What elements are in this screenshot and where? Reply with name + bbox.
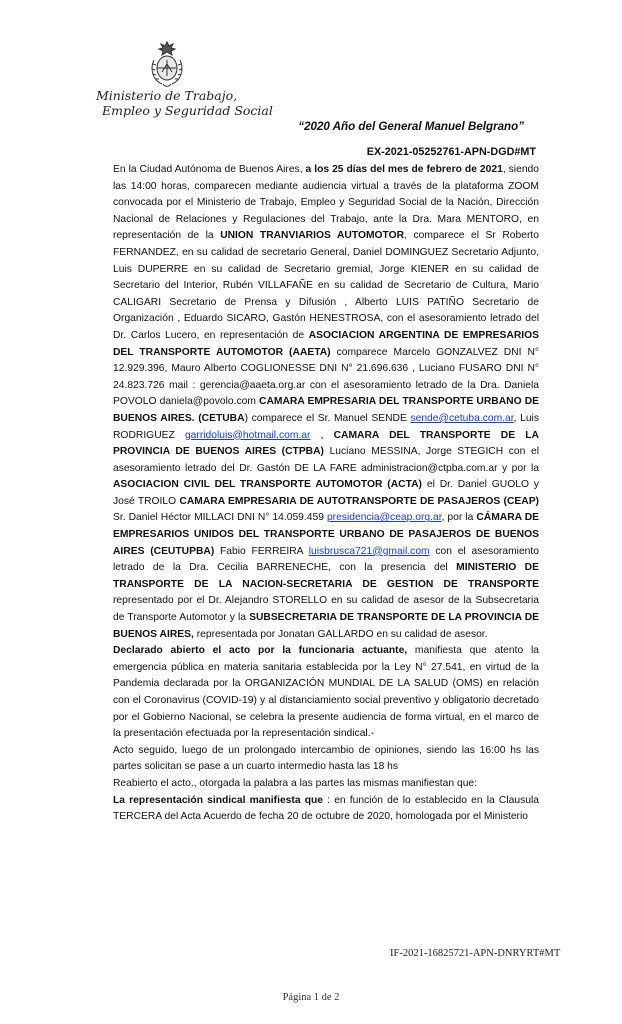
body-text-run: Luciano MESSINA, Jorge STEGICH con el asesoramiento letrado del Dr. Gastón DE LA FARE administracion@ctpba.com.ar y por la	[113, 446, 539, 474]
body-paragraph	[113, 643, 539, 743]
body-paragraph	[113, 793, 539, 826]
ministry-name	[96, 88, 296, 118]
bold-text: SUBSECRETARIA DE TRANSPORTE DE LA PROVINCIA DE BUENOS AIRES,	[113, 612, 539, 640]
document-body	[113, 162, 539, 826]
bold-text: ASOCIACION CIVIL DEL TRANSPORTE AUTOMOTOR (ACTA)	[113, 479, 422, 491]
ministry-line-2: Empleo y Seguridad Social	[102, 103, 273, 118]
bold-text: a los 25 días del mes de febrero de 2021	[305, 164, 503, 175]
email-link[interactable]: garridoluis@hotmail.com.ar	[184, 429, 311, 441]
bold-text: ASOCIACION ARGENTINA DE EMPRESARIOS DEL TRANSPORTE AUTOMOTOR (AAETA)	[113, 329, 539, 358]
year-motto: “2020 Año del General Manuel Belgrano”	[298, 120, 524, 133]
email-link[interactable]: luisbrusca721@gmail.com	[308, 545, 430, 557]
bold-text: CÁMARA DE EMPRESARIOS UNIDOS DEL TRANSPORTE URBANO DE PASAJEROS DE BUENOS AIRES (CEUTUPBA)	[113, 512, 540, 557]
body-text-run: , comparece el Sr Roberto FERNANDEZ, en su calidad de secretario General, Daniel DOMINGUEZ Secretario Adjunto, Luis DUPERRE en su calidad de Secretario gremial, Jorge KIENER en su calidad de Secretario del Interior, Rubén VILLAFAÑE en su calidad de Secretario de Cultura, Mario CALIGARI Secretario de Prensa y Difusión , Alberto LUIS PATIÑO Secretario de Organización , Eduardo SICARO, Gastón HENESTROSA, con el asesoramiento letrado del Dr. Carlos Lucero, en representación de	[113, 230, 540, 341]
document-id: IF-2021-16825721-APN-DNRYRT#MT	[390, 948, 561, 959]
body-text-run: , Luis RODRIGUEZ	[113, 412, 539, 441]
body-text-run: el Dr. Daniel GUOLO y José TROILO	[113, 479, 539, 507]
email-link[interactable]: sende@cetuba.com.ar	[410, 412, 514, 424]
body-text-run: Acto seguido, luego de un prolongado intercambio de opiniones, siendo las 16:00 hs las partes solicitan se pase a un cuarto intermedio hasta las 18 hs	[113, 744, 539, 773]
body-text-run: ) comparece el Sr. Manuel SENDE	[244, 412, 411, 424]
ministry-line-1: Ministerio de Trabajo,	[96, 88, 238, 103]
body-text-run: , siendo las 14:00 horas, comparecen mediante audiencia virtual a través de la plataforma ZOOM convocada por el Ministerio de Trabajo, Empleo y Seguridad Social de la Nación, Dirección Nacional de Relaciones y Regulaciones del Trabajo, ante la Dra. Mara MENTORO, en representación de la	[113, 164, 540, 242]
body-text-run: con el asesoramiento letrado de la Dra. Cecilia BARRENECHE, con la presencia del	[113, 545, 539, 574]
body-text-run: Fabio FERREIRA	[214, 545, 309, 557]
bold-text: UNION TRANVIARIOS AUTOMOTOR	[220, 230, 405, 242]
body-paragraph	[113, 743, 539, 776]
email-link[interactable]: presidencia@ceap.org.ar	[326, 512, 442, 524]
bold-text: CAMARA EMPRESARIA DEL TRANSPORTE URBANO DE BUENOS AIRES. (CETUBA	[113, 396, 539, 424]
body-text-run: comparece Marcelo GONZALVEZ DNI N° 12.929.396, Mauro Alberto COGLIONESSE DNI N° 21.696.636 , Luciano FUSARO DNI N° 24.823.726 mail : gerencia@aaeta.org.ar con el asesoramiento letrado de la Dra. Daniela POVOLO daniela@povolo.com	[113, 346, 539, 408]
page-number: Página 1 de 2	[282, 992, 340, 1003]
bold-text: CAMARA EMPRESARIA DE AUTOTRANSPORTE DE PASAJEROS (CEAP)	[179, 495, 539, 507]
body-text-run: , por la	[441, 512, 477, 524]
coat-of-arms-icon	[148, 38, 186, 90]
body-text-run: Sr. Daniel Héctor MILLACI DNI N° 14.059.459	[113, 512, 327, 524]
bold-text: CAMARA DEL TRANSPORTE DE LA PROVINCIA DE BUENOS AIRES (CTPBA)	[113, 429, 539, 458]
body-text-run: : en función de lo establecido en la Clausula TERCERA del Acta Acuerdo de fecha 20 de octubre de 2020, homologada por el Ministerio	[113, 794, 539, 823]
body-paragraph	[113, 776, 539, 793]
expediente-number: EX-2021-05252761-APN-DGD#MT	[366, 146, 536, 158]
body-text-run: ,	[310, 429, 334, 441]
bold-text: Declarado abierto el acto por la funcionaria actuante,	[113, 645, 408, 657]
body-paragraph	[113, 162, 539, 643]
bold-text: MINISTERIO DE TRANSPORTE DE LA NACION-SECRETARIA DE GESTION DE TRANSPORTE	[113, 562, 539, 590]
body-text-run: Reabierto el acto., otorgada la palabra a las partes las mismas manifiestan que:	[113, 777, 478, 789]
body-text-run: manifiesta que atento la emergencia pública en materia sanitaria establecida por la Ley N° 27.541, en virtud de la Pandemia declarada por la ORGANIZACIÓN MUNDIAL DE LA SALUD (OMS) en relación con el Coronavirus (COVID-19) y al distanciamiento social preventivo y obligatorio decretado por el Gobierno Nacional, se celebra la presente audiencia de forma virtual, en el marco de la presentación efectuada por la representación sindical.-	[113, 645, 539, 740]
body-text-run: representado por el Dr. Alejandro STORELLO en su calidad de asesor de la Subsecretaria de Transporte Automotor y la	[113, 595, 539, 624]
body-text-run: En la Ciudad Autónoma de Buenos Aires,	[113, 164, 306, 175]
bold-text: La representación sindical manifiesta que	[113, 794, 324, 806]
body-text-run: representada por Jonatan GALLARDO en su calidad de asesor.	[193, 628, 488, 640]
